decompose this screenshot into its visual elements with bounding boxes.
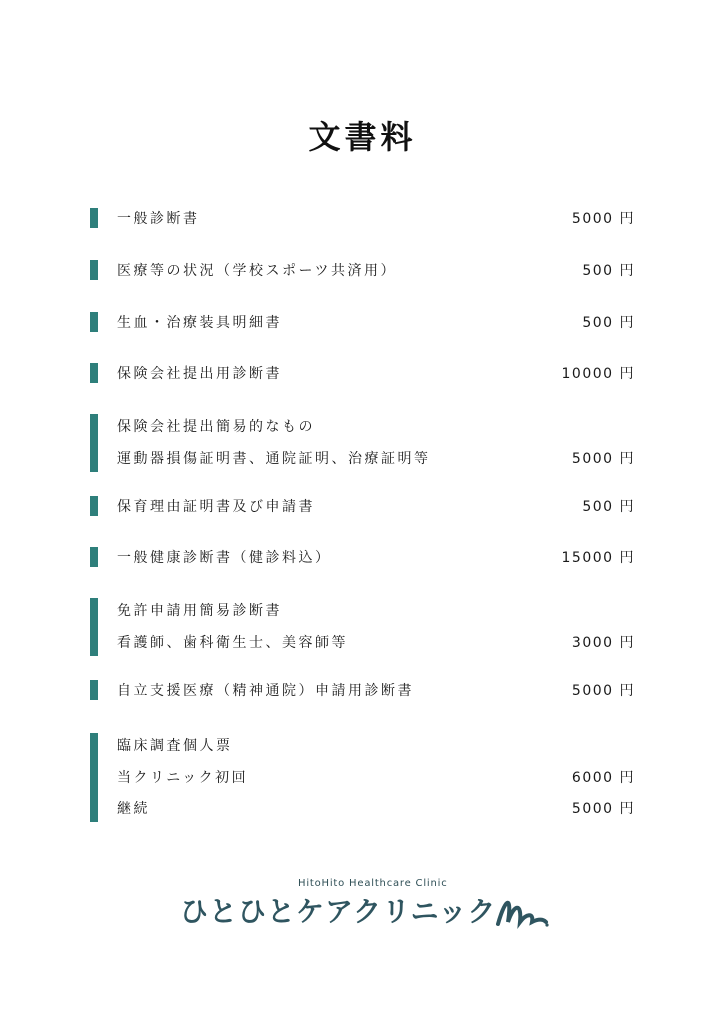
fee-line	[117, 600, 635, 620]
fee-line	[117, 632, 635, 652]
fee-label: 生血・治療装具明細書	[117, 315, 282, 331]
fee-label: 一般健康診断書（健診料込）	[117, 550, 332, 566]
fee-item-bar	[90, 598, 98, 656]
fee-label: 免許申請用簡易診断書	[117, 603, 282, 619]
fee-label: 保育理由証明書及び申請書	[117, 499, 315, 515]
fee-price: 500 円	[582, 315, 635, 331]
fee-label: 保険会社提出用診断書	[117, 366, 282, 382]
fee-label: 自立支援医療（精神通院）申請用診断書	[117, 683, 414, 699]
fee-line	[117, 416, 635, 436]
fee-item-bar	[90, 547, 98, 567]
fee-line	[117, 798, 635, 818]
fee-item-bar	[90, 208, 98, 228]
fee-price: 500 円	[582, 499, 635, 515]
fee-label: 保険会社提出簡易的なもの	[117, 419, 315, 435]
fee-price: 500 円	[582, 263, 635, 279]
fee-item-bar	[90, 414, 98, 472]
fee-item-bar	[90, 496, 98, 516]
logo-mark-icon	[492, 892, 550, 932]
fee-line	[117, 680, 635, 700]
fee-line	[117, 496, 635, 516]
fee-line	[117, 547, 635, 567]
logo-name: ひとひとケアクリニック	[180, 895, 497, 928]
fee-line	[117, 363, 635, 383]
fee-price: 5000 円	[571, 211, 635, 227]
fee-price: 6000 円	[571, 769, 635, 786]
fee-item-bar	[90, 733, 98, 822]
fee-line	[117, 767, 635, 787]
fee-item-bar	[90, 680, 98, 700]
fee-item-bar	[90, 363, 98, 383]
fee-label: 一般診断書	[117, 211, 200, 227]
page-title: 文書料	[308, 118, 417, 156]
clinic-logo	[180, 876, 550, 936]
fee-price: 3000 円	[571, 634, 635, 651]
fee-label: 継続	[117, 801, 150, 817]
fee-line	[117, 735, 635, 755]
fee-item-bar	[90, 312, 98, 332]
fee-label: 運動器損傷証明書、通院証明、治療証明等	[117, 450, 431, 467]
fee-label: 臨床調査個人票	[117, 738, 233, 754]
fee-line	[117, 312, 635, 332]
fee-price: 5000 円	[571, 450, 635, 467]
fee-price: 5000 円	[571, 683, 635, 699]
logo-subtitle: HitoHito Healthcare Clinic	[298, 878, 448, 889]
fee-line	[117, 448, 635, 468]
fee-label: 医療等の状況（学校スポーツ共済用）	[117, 263, 397, 279]
fee-price: 5000 円	[571, 801, 635, 817]
fee-item-bar	[90, 260, 98, 280]
fee-label: 当クリニック初回	[117, 769, 249, 786]
fee-price: 10000 円	[561, 366, 635, 382]
fee-line	[117, 208, 635, 228]
fee-label: 看護師、歯科衛生士、美容師等	[117, 634, 348, 651]
fee-line	[117, 260, 635, 280]
fee-price: 15000 円	[561, 550, 635, 566]
